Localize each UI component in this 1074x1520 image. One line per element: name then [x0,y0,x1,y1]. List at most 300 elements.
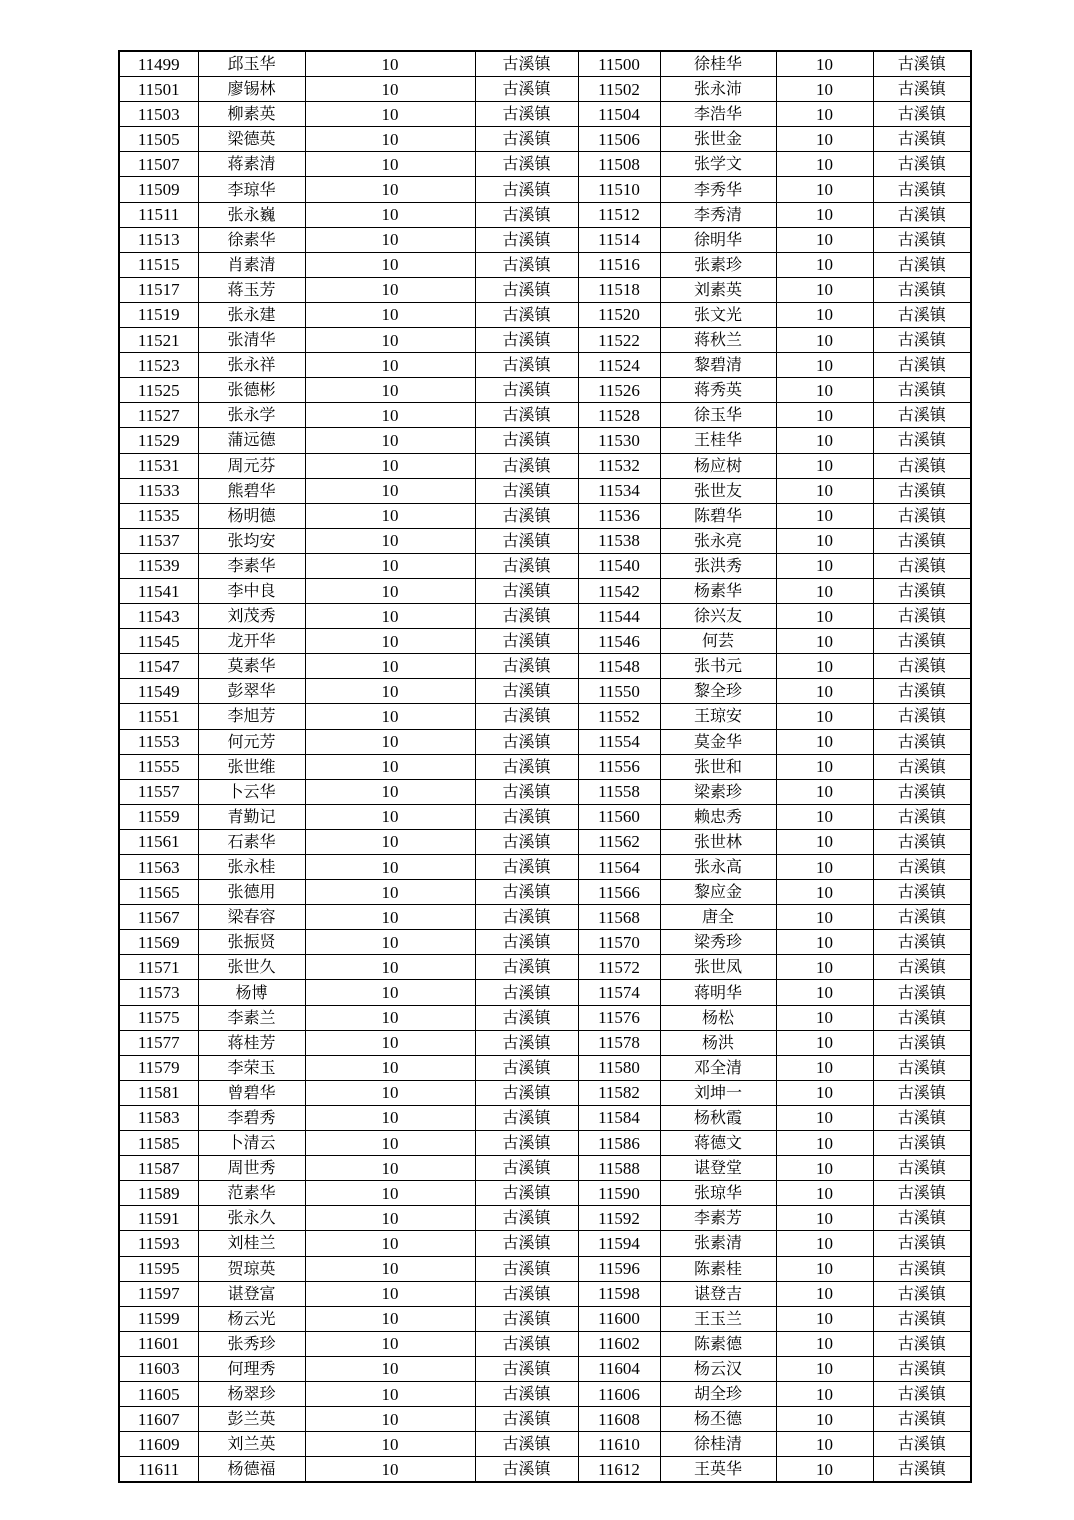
record-id-left: 11507 [119,152,198,177]
amount-left: 10 [305,528,475,553]
record-id-right: 11556 [578,754,660,779]
amount-left: 10 [305,930,475,955]
record-id-left: 11607 [119,1407,198,1432]
record-id-left: 11559 [119,804,198,829]
amount-left: 10 [305,578,475,603]
amount-right: 10 [776,202,873,227]
amount-left: 10 [305,503,475,528]
town-name-right: 古溪镇 [873,1131,971,1156]
record-id-right: 11524 [578,353,660,378]
person-name-right: 杨秋霞 [660,1105,776,1130]
amount-left: 10 [305,152,475,177]
amount-left: 10 [305,1407,475,1432]
record-id-left: 11503 [119,102,198,127]
record-id-right: 11596 [578,1256,660,1281]
town-name-right: 古溪镇 [873,77,971,102]
amount-left: 10 [305,1381,475,1406]
person-name-right: 赖忠秀 [660,804,776,829]
person-name-right: 胡全珍 [660,1381,776,1406]
town-name-left: 古溪镇 [475,328,578,353]
town-name-right: 古溪镇 [873,980,971,1005]
town-name-left: 古溪镇 [475,1457,578,1483]
record-id-left: 11519 [119,302,198,327]
person-name-left: 张永祥 [198,353,305,378]
person-name-left: 刘桂兰 [198,1231,305,1256]
town-name-left: 古溪镇 [475,553,578,578]
amount-right: 10 [776,51,873,77]
record-id-left: 11565 [119,880,198,905]
record-id-right: 11536 [578,503,660,528]
record-id-right: 11542 [578,578,660,603]
amount-right: 10 [776,277,873,302]
record-id-right: 11544 [578,604,660,629]
amount-left: 10 [305,1306,475,1331]
record-id-right: 11540 [578,553,660,578]
person-name-left: 邱玉华 [198,51,305,77]
roster-table [118,50,972,1483]
amount-left: 10 [305,905,475,930]
person-name-right: 蒋秀英 [660,378,776,403]
amount-right: 10 [776,1055,873,1080]
person-name-right: 黎应金 [660,880,776,905]
record-id-left: 11545 [119,629,198,654]
table-row [119,829,971,854]
person-name-left: 杨明德 [198,503,305,528]
table-row [119,578,971,603]
record-id-right: 11608 [578,1407,660,1432]
record-id-right: 11530 [578,428,660,453]
amount-left: 10 [305,1281,475,1306]
record-id-left: 11569 [119,930,198,955]
town-name-left: 古溪镇 [475,578,578,603]
amount-right: 10 [776,855,873,880]
record-id-right: 11502 [578,77,660,102]
town-name-right: 古溪镇 [873,604,971,629]
town-name-left: 古溪镇 [475,1030,578,1055]
amount-right: 10 [776,1030,873,1055]
record-id-right: 11584 [578,1105,660,1130]
town-name-right: 古溪镇 [873,528,971,553]
amount-left: 10 [305,804,475,829]
record-id-right: 11538 [578,528,660,553]
amount-left: 10 [305,227,475,252]
town-name-left: 古溪镇 [475,754,578,779]
person-name-left: 蒋桂芳 [198,1030,305,1055]
table-row [119,1206,971,1231]
town-name-left: 古溪镇 [475,855,578,880]
record-id-left: 11537 [119,528,198,553]
amount-left: 10 [305,1331,475,1356]
table-row [119,1156,971,1181]
person-name-left: 杨博 [198,980,305,1005]
record-id-right: 11562 [578,829,660,854]
record-id-right: 11578 [578,1030,660,1055]
record-id-right: 11510 [578,177,660,202]
town-name-left: 古溪镇 [475,152,578,177]
town-name-right: 古溪镇 [873,1156,971,1181]
town-name-right: 古溪镇 [873,453,971,478]
town-name-left: 古溪镇 [475,202,578,227]
table-row [119,1055,971,1080]
town-name-right: 古溪镇 [873,829,971,854]
amount-left: 10 [305,428,475,453]
person-name-right: 张世凤 [660,955,776,980]
person-name-right: 张素清 [660,1231,776,1256]
town-name-right: 古溪镇 [873,102,971,127]
amount-right: 10 [776,829,873,854]
record-id-right: 11576 [578,1005,660,1030]
town-name-left: 古溪镇 [475,1381,578,1406]
record-id-left: 11587 [119,1156,198,1181]
record-id-right: 11610 [578,1432,660,1457]
amount-left: 10 [305,277,475,302]
town-name-right: 古溪镇 [873,905,971,930]
person-name-left: 刘茂秀 [198,604,305,629]
person-name-left: 李琼华 [198,177,305,202]
town-name-left: 古溪镇 [475,1331,578,1356]
table-row [119,1331,971,1356]
town-name-left: 古溪镇 [475,252,578,277]
amount-right: 10 [776,478,873,503]
town-name-left: 古溪镇 [475,604,578,629]
table-row [119,453,971,478]
record-id-left: 11563 [119,855,198,880]
record-id-right: 11586 [578,1131,660,1156]
amount-left: 10 [305,1055,475,1080]
town-name-right: 古溪镇 [873,378,971,403]
town-name-right: 古溪镇 [873,1231,971,1256]
table-row [119,503,971,528]
record-id-left: 11585 [119,1131,198,1156]
record-id-right: 11564 [578,855,660,880]
record-id-right: 11598 [578,1281,660,1306]
table-row [119,905,971,930]
record-id-right: 11532 [578,453,660,478]
record-id-right: 11558 [578,779,660,804]
record-id-left: 11555 [119,754,198,779]
record-id-left: 11567 [119,905,198,930]
amount-right: 10 [776,930,873,955]
person-name-left: 石素华 [198,829,305,854]
record-id-left: 11601 [119,1331,198,1356]
record-id-right: 11514 [578,227,660,252]
amount-right: 10 [776,779,873,804]
amount-left: 10 [305,704,475,729]
town-name-right: 古溪镇 [873,1005,971,1030]
person-name-right: 张世和 [660,754,776,779]
record-id-right: 11606 [578,1381,660,1406]
person-name-right: 梁秀珍 [660,930,776,955]
person-name-left: 蒋素清 [198,152,305,177]
person-name-left: 曾碧华 [198,1080,305,1105]
amount-left: 10 [305,403,475,428]
amount-right: 10 [776,754,873,779]
record-id-left: 11597 [119,1281,198,1306]
table-row [119,177,971,202]
person-name-left: 蒋玉芳 [198,277,305,302]
person-name-left: 杨德福 [198,1457,305,1483]
person-name-left: 贺琼英 [198,1256,305,1281]
table-row [119,302,971,327]
person-name-left: 廖锡林 [198,77,305,102]
amount-left: 10 [305,1432,475,1457]
record-id-right: 11528 [578,403,660,428]
table-row [119,478,971,503]
person-name-left: 张永久 [198,1206,305,1231]
record-id-left: 11557 [119,779,198,804]
town-name-right: 古溪镇 [873,428,971,453]
person-name-right: 陈碧华 [660,503,776,528]
town-name-left: 古溪镇 [475,1306,578,1331]
table-row [119,980,971,1005]
record-id-right: 11588 [578,1156,660,1181]
town-name-right: 古溪镇 [873,277,971,302]
amount-right: 10 [776,1131,873,1156]
amount-left: 10 [305,77,475,102]
town-name-right: 古溪镇 [873,1181,971,1206]
table-row [119,779,971,804]
town-name-left: 古溪镇 [475,654,578,679]
person-name-right: 王英华 [660,1457,776,1483]
amount-right: 10 [776,679,873,704]
town-name-right: 古溪镇 [873,955,971,980]
amount-right: 10 [776,1080,873,1105]
amount-right: 10 [776,378,873,403]
person-name-left: 卜清云 [198,1131,305,1156]
record-id-left: 11611 [119,1457,198,1483]
town-name-right: 古溪镇 [873,1356,971,1381]
amount-left: 10 [305,453,475,478]
record-id-left: 11521 [119,328,198,353]
record-id-right: 11582 [578,1080,660,1105]
record-id-left: 11529 [119,428,198,453]
record-id-right: 11522 [578,328,660,353]
person-name-left: 李素华 [198,553,305,578]
record-id-left: 11575 [119,1005,198,1030]
person-name-right: 徐兴友 [660,604,776,629]
person-name-left: 张世久 [198,955,305,980]
record-id-right: 11552 [578,704,660,729]
town-name-left: 古溪镇 [475,353,578,378]
table-row [119,428,971,453]
town-name-right: 古溪镇 [873,152,971,177]
town-name-left: 古溪镇 [475,1356,578,1381]
record-id-left: 11527 [119,403,198,428]
record-id-left: 11579 [119,1055,198,1080]
record-id-right: 11504 [578,102,660,127]
table-row [119,855,971,880]
person-name-left: 周世秀 [198,1156,305,1181]
person-name-left: 熊碧华 [198,478,305,503]
record-id-left: 11523 [119,353,198,378]
amount-left: 10 [305,478,475,503]
town-name-right: 古溪镇 [873,227,971,252]
town-name-right: 古溪镇 [873,1281,971,1306]
table-row [119,1131,971,1156]
amount-left: 10 [305,1080,475,1105]
record-id-left: 11515 [119,252,198,277]
person-name-right: 杨素华 [660,578,776,603]
town-name-left: 古溪镇 [475,1231,578,1256]
person-name-right: 李浩华 [660,102,776,127]
amount-left: 10 [305,102,475,127]
table-row [119,127,971,152]
person-name-left: 莫素华 [198,654,305,679]
town-name-right: 古溪镇 [873,578,971,603]
amount-left: 10 [305,679,475,704]
person-name-right: 刘素英 [660,277,776,302]
amount-right: 10 [776,302,873,327]
amount-right: 10 [776,654,873,679]
town-name-left: 古溪镇 [475,1432,578,1457]
amount-right: 10 [776,528,873,553]
table-row [119,202,971,227]
amount-right: 10 [776,1381,873,1406]
amount-right: 10 [776,729,873,754]
record-id-left: 11551 [119,704,198,729]
amount-left: 10 [305,829,475,854]
town-name-right: 古溪镇 [873,804,971,829]
table-row [119,328,971,353]
amount-left: 10 [305,604,475,629]
amount-left: 10 [305,1156,475,1181]
person-name-left: 柳素英 [198,102,305,127]
amount-left: 10 [305,252,475,277]
record-id-left: 11549 [119,679,198,704]
town-name-left: 古溪镇 [475,980,578,1005]
record-id-left: 11573 [119,980,198,1005]
person-name-right: 张文光 [660,302,776,327]
table-row [119,227,971,252]
person-name-left: 杨翠珍 [198,1381,305,1406]
amount-right: 10 [776,1231,873,1256]
town-name-left: 古溪镇 [475,102,578,127]
table-row [119,1457,971,1483]
town-name-left: 古溪镇 [475,1156,578,1181]
town-name-right: 古溪镇 [873,1331,971,1356]
record-id-left: 11605 [119,1381,198,1406]
record-id-right: 11554 [578,729,660,754]
amount-right: 10 [776,1457,873,1483]
person-name-right: 蒋德文 [660,1131,776,1156]
table-row [119,679,971,704]
town-name-left: 古溪镇 [475,478,578,503]
person-name-right: 张永亮 [660,528,776,553]
record-id-left: 11571 [119,955,198,980]
person-name-right: 张世金 [660,127,776,152]
town-name-right: 古溪镇 [873,553,971,578]
town-name-right: 古溪镇 [873,729,971,754]
person-name-left: 李素兰 [198,1005,305,1030]
record-id-left: 11539 [119,553,198,578]
amount-left: 10 [305,1005,475,1030]
person-name-left: 张秀珍 [198,1331,305,1356]
record-id-right: 11604 [578,1356,660,1381]
amount-right: 10 [776,328,873,353]
table-row [119,277,971,302]
amount-right: 10 [776,152,873,177]
town-name-left: 古溪镇 [475,127,578,152]
person-name-right: 李秀华 [660,177,776,202]
person-name-left: 张永学 [198,403,305,428]
town-name-right: 古溪镇 [873,1080,971,1105]
amount-left: 10 [305,1030,475,1055]
town-name-right: 古溪镇 [873,127,971,152]
table-row [119,1356,971,1381]
record-id-left: 11589 [119,1181,198,1206]
record-id-right: 11520 [578,302,660,327]
amount-right: 10 [776,403,873,428]
record-id-right: 11600 [578,1306,660,1331]
amount-right: 10 [776,704,873,729]
record-id-left: 11501 [119,77,198,102]
amount-right: 10 [776,428,873,453]
person-name-right: 张琼华 [660,1181,776,1206]
amount-right: 10 [776,1407,873,1432]
person-name-left: 刘兰英 [198,1432,305,1457]
record-id-left: 11543 [119,604,198,629]
amount-right: 10 [776,1432,873,1457]
person-name-left: 李旭芳 [198,704,305,729]
person-name-right: 张永沛 [660,77,776,102]
person-name-left: 张德彬 [198,378,305,403]
person-name-right: 张素珍 [660,252,776,277]
town-name-left: 古溪镇 [475,1407,578,1432]
record-id-left: 11603 [119,1356,198,1381]
table-row [119,1432,971,1457]
record-id-right: 11602 [578,1331,660,1356]
person-name-left: 何理秀 [198,1356,305,1381]
amount-right: 10 [776,503,873,528]
town-name-left: 古溪镇 [475,629,578,654]
person-name-left: 肖素清 [198,252,305,277]
amount-right: 10 [776,1306,873,1331]
person-name-right: 梁素珍 [660,779,776,804]
town-name-right: 古溪镇 [873,679,971,704]
table-row [119,77,971,102]
town-name-left: 古溪镇 [475,704,578,729]
amount-left: 10 [305,1131,475,1156]
amount-right: 10 [776,102,873,127]
person-name-right: 杨洪 [660,1030,776,1055]
person-name-left: 梁春容 [198,905,305,930]
person-name-right: 杨松 [660,1005,776,1030]
person-name-right: 杨云汉 [660,1356,776,1381]
table-row [119,1407,971,1432]
amount-left: 10 [305,729,475,754]
table-row [119,1105,971,1130]
person-name-left: 何元芳 [198,729,305,754]
town-name-right: 古溪镇 [873,880,971,905]
amount-right: 10 [776,252,873,277]
town-name-left: 古溪镇 [475,729,578,754]
record-id-left: 11591 [119,1206,198,1231]
town-name-left: 古溪镇 [475,829,578,854]
amount-left: 10 [305,51,475,77]
person-name-right: 刘坤一 [660,1080,776,1105]
table-row [119,754,971,779]
amount-left: 10 [305,955,475,980]
person-name-right: 王琼安 [660,704,776,729]
town-name-left: 古溪镇 [475,930,578,955]
town-name-left: 古溪镇 [475,302,578,327]
amount-left: 10 [305,1356,475,1381]
table-row [119,629,971,654]
person-name-right: 何芸 [660,629,776,654]
amount-right: 10 [776,1156,873,1181]
table-row [119,1030,971,1055]
person-name-right: 王桂华 [660,428,776,453]
